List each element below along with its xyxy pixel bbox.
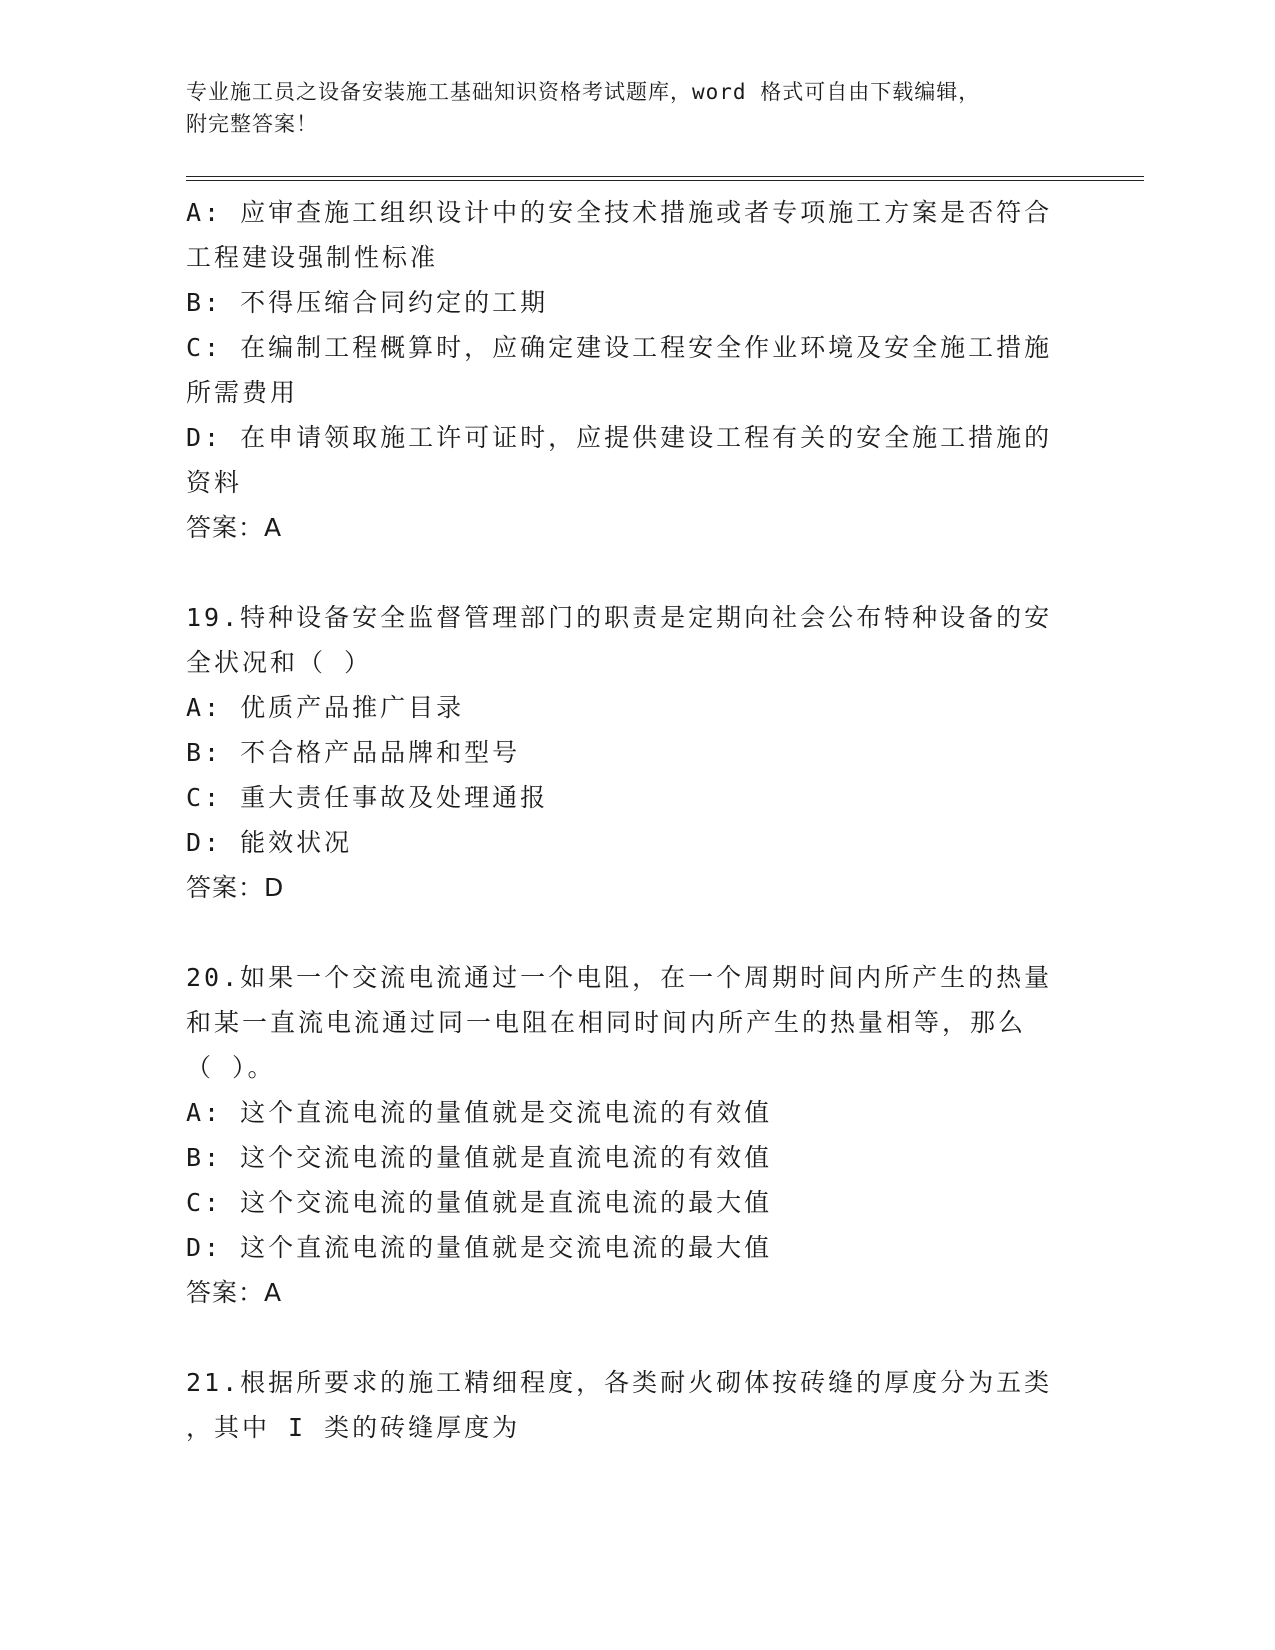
answer-label: 答案：A	[186, 1278, 283, 1307]
question-text-line-1: 20.如果一个交流电流通过一个电阻，在一个周期时间内所产生的热量	[186, 963, 1053, 992]
spacer	[186, 1315, 1066, 1360]
question-text-line-2: 全状况和（ ）	[186, 648, 373, 677]
answer-label: 答案：D	[186, 873, 285, 902]
question-text-line-2: 和某一直流电流通过同一电阻在相同时间内所产生的热量相等，那么	[186, 1008, 1027, 1037]
option-d-line-2: 资料	[186, 468, 243, 497]
option-d: D: 能效状况	[186, 828, 353, 857]
option-d-line-1: D: 在申请领取施工许可证时，应提供建设工程有关的安全施工措施的	[186, 423, 1053, 452]
question-21-block	[186, 1360, 1066, 1450]
document-header	[186, 76, 1086, 140]
option-b: B: 不合格产品品牌和型号	[186, 738, 521, 767]
option-a-line-2: 工程建设强制性标准	[186, 243, 439, 272]
answer-label: 答案：A	[186, 513, 283, 542]
option-a-line-1: A: 应审查施工组织设计中的安全技术措施或者专项施工方案是否符合	[186, 198, 1053, 227]
option-c: C: 这个交流电流的量值就是直流电流的最大值	[186, 1188, 773, 1217]
question-text-line-3: （ ）。	[186, 1053, 276, 1082]
question-text-line-2: ，其中 I 类的砖缝厚度为	[186, 1413, 521, 1442]
question-text-line-1: 21.根据所要求的施工精细程度，各类耐火砌体按砖缝的厚度分为五类	[186, 1368, 1053, 1397]
spacer	[186, 550, 1066, 595]
question-20-block	[186, 955, 1066, 1315]
header-divider	[186, 176, 1144, 181]
option-c-line-2: 所需费用	[186, 378, 299, 407]
question-text-line-1: 19.特种设备安全监督管理部门的职责是定期向社会公布特种设备的安	[186, 603, 1053, 632]
option-b: B: 这个交流电流的量值就是直流电流的有效值	[186, 1143, 773, 1172]
question-19-block	[186, 595, 1066, 910]
option-a: A: 这个直流电流的量值就是交流电流的有效值	[186, 1098, 773, 1127]
document-body	[186, 190, 1066, 1450]
header-line-2: 附完整答案！	[186, 112, 318, 136]
option-b: B: 不得压缩合同约定的工期	[186, 288, 549, 317]
option-a: A: 优质产品推广目录	[186, 693, 465, 722]
spacer	[186, 910, 1066, 955]
option-c: C: 重大责任事故及处理通报	[186, 783, 549, 812]
option-d: D: 这个直流电流的量值就是交流电流的最大值	[186, 1233, 773, 1262]
option-c-line-1: C: 在编制工程概算时，应确定建设工程安全作业环境及安全施工措施	[186, 333, 1053, 362]
header-line-1: 专业施工员之设备安装施工基础知识资格考试题库，word 格式可自由下载编辑，	[186, 80, 981, 104]
question-18-block	[186, 190, 1066, 550]
